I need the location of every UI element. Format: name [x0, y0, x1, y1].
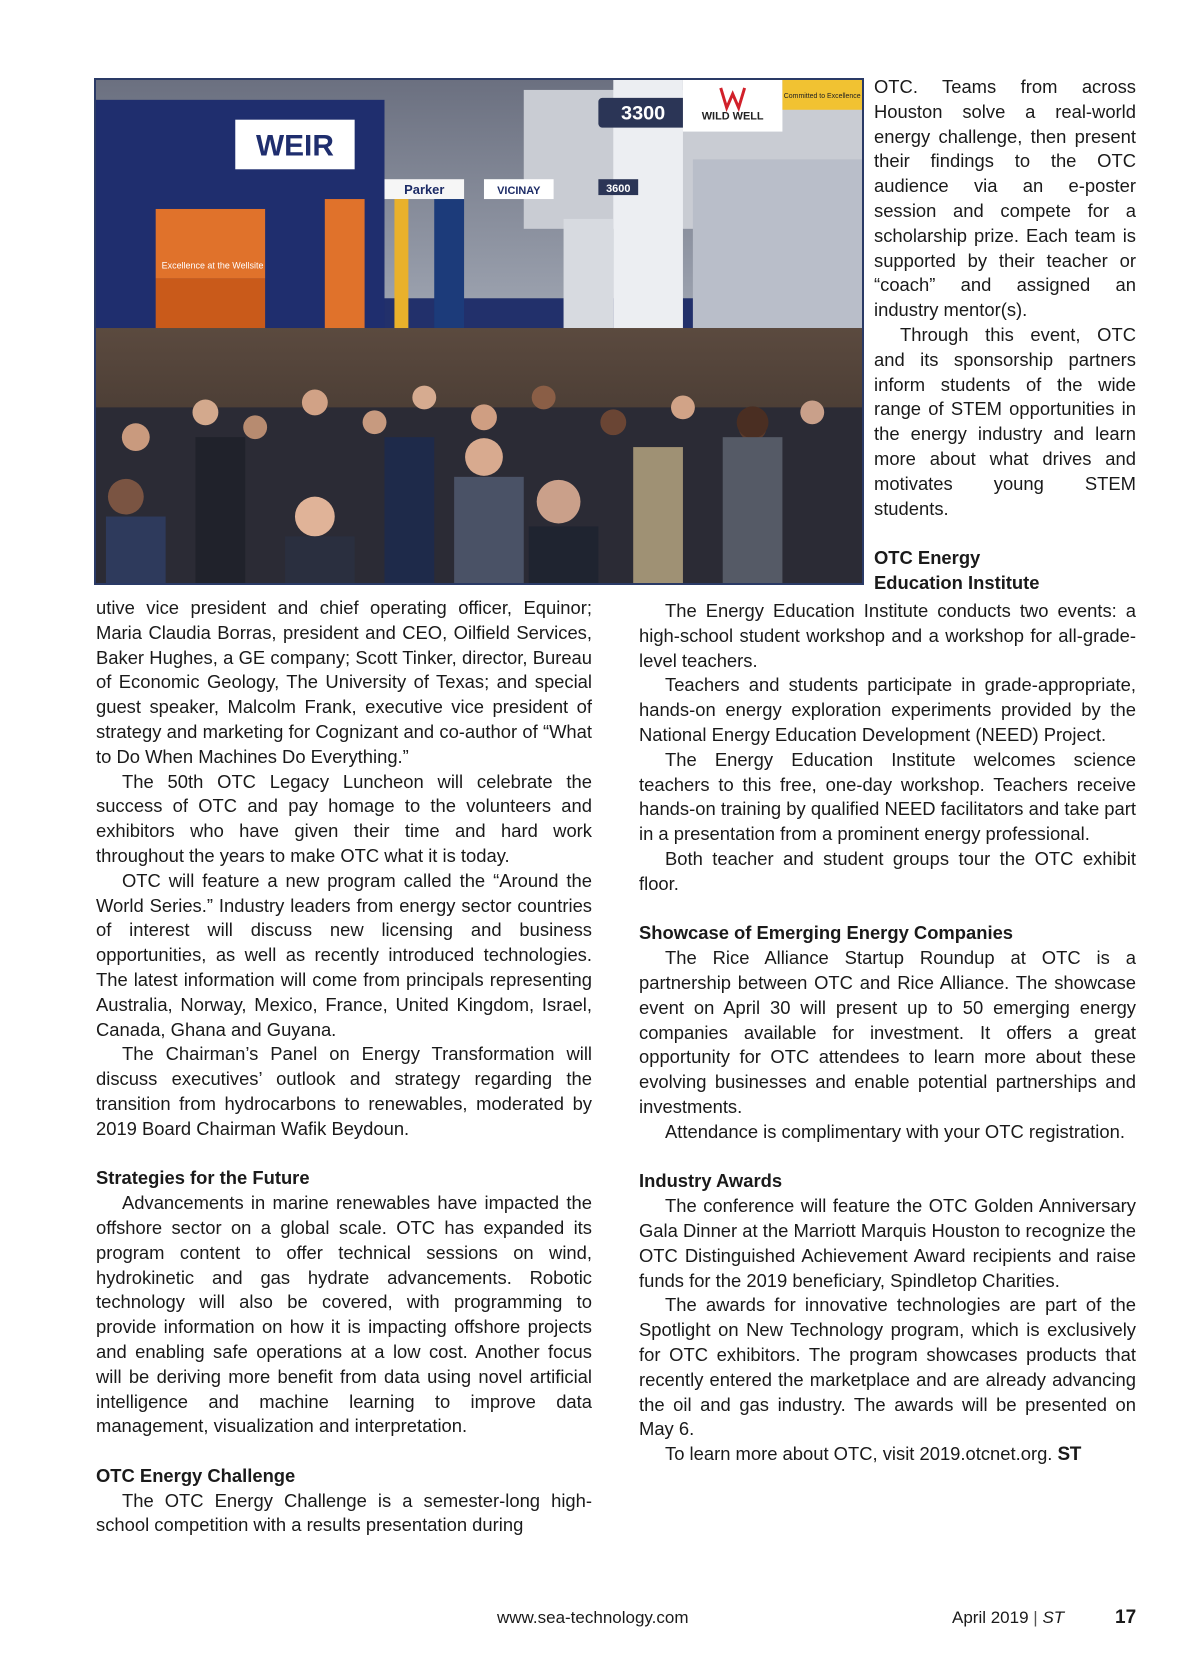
- paragraph: The awards for innovative technologies are part of the Spotlight on New Technology program, which is exclusively for OTC exhibitors. The program showcases products that recently entered the marketplace and are already advancing the oil and gas industry. The awards will be presented on May 6.: [639, 1294, 1136, 1440]
- paragraph: The Energy Education Institute conducts two events: a high-school student workshop and a workshop for all-grade-level teachers.: [639, 600, 1136, 671]
- paragraph: Attendance is complimentary with your OTC registration.: [665, 1120, 1125, 1142]
- paragraph-closing: [639, 1442, 1136, 1468]
- footer-publication: ST: [1042, 1608, 1065, 1627]
- paragraph: The conference will feature the OTC Golden Anniversary Gala Dinner at the Marriott Marquis Houston to recognize the OTC Distinguished Achievement Award recipients and raise funds for the 2019 beneficiary, Spindletop Charities.: [639, 1195, 1136, 1291]
- paragraph: The OTC Energy Challenge is a semester-long high-school competition with a results presentation during: [96, 1489, 592, 1536]
- paragraph: Through this event, OTC and its sponsorship partners inform students of the wide range of STEM opportunities in the energy industry and learn more about what drives and motivates young STEM students.: [874, 323, 1136, 519]
- section-heading-energy-challenge: OTC Energy Challenge: [96, 1464, 296, 1486]
- footer-separator: |: [1033, 1608, 1038, 1627]
- right-column: [639, 599, 1136, 1468]
- section-heading-strategies: Strategies for the Future: [96, 1167, 310, 1189]
- photo-illustration: [96, 80, 862, 583]
- paragraph: Both teacher and student groups tour the OTC exhibit floor.: [639, 847, 1136, 894]
- footer-date-line: [952, 1606, 1064, 1630]
- paragraph: The Rice Alliance Startup Roundup at OTC is a partnership between OTC and Rice Alliance. The showcase event on April 30 will present up to 50 emerging energy companies available for investment. It offers a great opportunity for OTC attendees to learn more about these evolving businesses and enable potential partnerships and investments.: [639, 947, 1136, 1117]
- weir-sign: WEIR: [256, 129, 334, 163]
- paragraph: OTC will feature a new program called the “Around the World Series.” Industry leaders from energy sector countries of interest will discuss new licensing and business opportunities, as well as recently introduced technologies. The latest information will come from principals representing Australia, Norway, Mexico, France, United Kingdom, Israel, Canada, Ghana and Guyana.: [96, 869, 592, 1040]
- paragraph: The 50th OTC Legacy Luncheon will celebrate the success of OTC and pay homage to the volunteers and exhibitors who have given their time and hard work throughout the years to make OTC what it is today.: [96, 770, 592, 866]
- excellence-sign: Excellence at the Wellsite: [161, 260, 264, 271]
- section-heading-showcase: Showcase of Emerging Energy Companies: [639, 922, 1014, 944]
- expo-crowd-photo: [94, 78, 864, 585]
- paragraph: The Chairman’s Panel on Energy Transformation will discuss executives’ outlook and strategy regarding the transition from hydrocarbons to renewables, moderated by 2019 Board Chairman Wafik Beydoun.: [96, 1043, 592, 1139]
- section-heading-industry-awards: Industry Awards: [639, 1170, 783, 1192]
- banner-corner-sign: Committed to Excellence: [783, 92, 861, 100]
- paragraph: OTC. Teams from across Houston solve a real-world energy challenge, then present their findings to the OTC audience via an e-poster session and compete for a scholarship prize. Each team is supported by their teacher or “coach” and assigned an industry mentor(s).: [874, 76, 1136, 321]
- left-column: [96, 596, 592, 1538]
- wild-well-sign: WILD WELL: [701, 110, 764, 123]
- vicinay-sign: VICINAY: [497, 185, 541, 198]
- crowd: [96, 386, 862, 583]
- paragraph: utive vice president and chief operating officer, Equinor; Maria Claudia Borras, president and CEO, Oilfield Services, Baker Hughes, a GE company; Scott Tinker, director, Bureau of Economic Geology, The University of Texas; and special guest speaker, Malcolm Frank, executive vice president of strategy and marketing for Cognizant and co-author of “What to Do When Machines Do Everything.”: [96, 597, 592, 767]
- paragraph: The Energy Education Institute welcomes science teachers to this free, one-day workshop. Teachers receive hands-on training by qualified NEED facilitators and take part in a presentation from a prominent energy professional.: [639, 748, 1136, 845]
- parker-sign: Parker: [404, 182, 445, 198]
- booth-number-small-sign: 3600: [606, 183, 631, 196]
- paragraph: Teachers and students participate in grade-appropriate, hands-on energy exploration experiments provided by the National Energy Education Development (NEED) Project.: [639, 674, 1136, 745]
- section-heading-energy-education-institute: OTC Energy Education Institute: [874, 547, 1040, 593]
- footer-url: www.sea-technology.com: [497, 1608, 689, 1627]
- paragraph: Advancements in marine renewables have impacted the offshore sector on a global scale. OTC has expanded its program content to offer technical sessions on wind, hydrokinetic and gas hydrate advancements. Robotic technology will also be covered, with programming to provide information on how it is impacting offshore projects and enabling safe operations at a low cost. Another focus will be deriving more benefit from data using novel artificial intelligence and machine learning to improve data management, visualization and interpretation.: [96, 1192, 592, 1437]
- page-number: 17: [1115, 1607, 1137, 1628]
- right-column-top: [874, 75, 1136, 596]
- closing-text: To learn more about OTC, visit 2019.otcnet.org.: [665, 1443, 1053, 1465]
- booth-number-sign: 3300: [621, 102, 666, 125]
- st-end-mark: ST: [1057, 1444, 1081, 1466]
- footer-date: April 2019: [952, 1608, 1029, 1627]
